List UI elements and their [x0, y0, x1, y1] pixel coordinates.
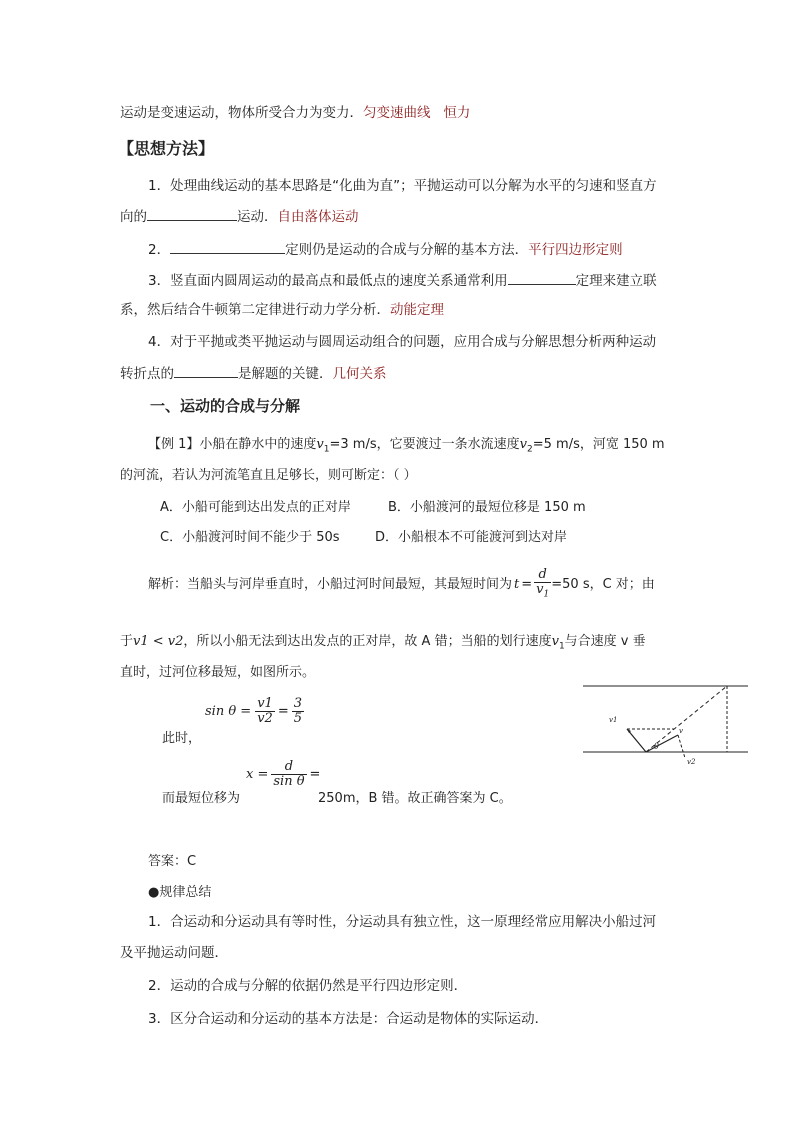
analysis-line-1 [148, 567, 655, 603]
method-answer: 自由落体运动 [277, 209, 359, 225]
answer-uniform-curve: 匀变速曲线 [363, 105, 431, 121]
fill-blank [174, 364, 238, 378]
summary-3-line: 3．区分合运动和分运动的基本方法是：合运动是物体的实际运动． [148, 1011, 549, 1027]
example-tag: 【例 1】 [148, 437, 200, 452]
v1-subscript: 1 [558, 641, 565, 652]
method-4-line-a [148, 333, 656, 351]
example-text: =3 m/s，它要渡过一条水流速度 [329, 437, 520, 452]
sin-fraction [255, 697, 275, 726]
method-text: 定则仍是运动的合成与分解的基本方法． [285, 242, 529, 258]
displacement-fraction [271, 760, 306, 789]
x-lhs: x = [246, 766, 269, 782]
v-symbol: v [536, 582, 544, 598]
fraction-denominator [534, 583, 551, 602]
equals-sign: = [309, 766, 321, 782]
analysis-text: 与合速度 v 垂 [564, 634, 646, 649]
fraction-numerator: d [534, 568, 551, 583]
intro-line [120, 104, 470, 122]
answer-constant-force: 恒力 [443, 105, 471, 121]
analysis-line-2 [120, 633, 646, 656]
fill-blank [147, 207, 237, 221]
method-text: 系，然后结合牛顿第二定律进行动力学分析． [120, 302, 390, 318]
option-c: C．小船渡河时间不能少于 50s [160, 530, 340, 545]
v1-vector [627, 729, 646, 752]
v2-subscript: 2 [527, 444, 533, 455]
v1-subscript: 1 [323, 444, 330, 455]
summary-1-line-a: 1．合运动和分运动具有等时性，分运动具有独立性，这一原理经常应用解决小船过河 [148, 914, 657, 930]
example-text: =5 m/s，河宽 150 m [532, 437, 665, 452]
analysis-text: 解析：当船头与河岸垂直时，小船过河时间最短，其最短时间为 [148, 577, 513, 592]
method-3-line-a [148, 271, 657, 290]
method-answer: 平行四边形定则 [528, 242, 623, 258]
method-num: 3． [148, 273, 171, 289]
option-a: A．小船可能到达出发点的正对岸 [160, 500, 351, 515]
displacement-label: 而最短位移为 [162, 791, 241, 806]
fraction-numerator: v1 [257, 696, 273, 711]
intro-text: 运动是变速运动，物体所受合力为变力． [120, 105, 363, 121]
v1-symbol: v [551, 634, 559, 649]
method-text: 向的 [120, 209, 147, 225]
v2-vector [678, 735, 685, 758]
summary-heading: ●规律总结 [148, 885, 212, 900]
analysis-text: ，所以小船无法到达出发点的正对岸，故 A 错；当船的划行速度 [183, 634, 552, 649]
analysis-text: =50 s，C 对；由 [551, 577, 655, 592]
fraction-numerator: 3 [293, 696, 302, 711]
method-num: 2． [148, 242, 171, 258]
analysis-text: 于 [120, 634, 134, 649]
method-answer: 几何关系 [332, 366, 387, 382]
equals-sign: = [277, 703, 289, 719]
ratio-fraction [292, 697, 304, 726]
theta-label: θ [654, 742, 659, 751]
example-line-1 [148, 436, 665, 459]
answer-line: 答案：C [148, 854, 197, 869]
section-heading: 【思想方法】 [118, 139, 215, 158]
fraction-denominator: v2 [257, 711, 273, 726]
v1-label: v1 [609, 716, 618, 724]
v1-symbol: v [316, 437, 324, 452]
method-1-line-a [148, 177, 657, 195]
example-line-2: 的河流，若认为河流笔直且足够长，则可断定：（ ） [120, 468, 417, 483]
option-d: D．小船根本不可能渡河到达对岸 [375, 530, 568, 545]
displacement-result: 250m，B 错。故正确答案为 C。 [318, 791, 512, 806]
fraction-denominator: sin θ [273, 774, 305, 789]
v2-label: v2 [687, 758, 696, 766]
analysis-line-3: 直时，过河位移最短，如图所示。 [120, 665, 316, 680]
method-answer: 动能定理 [390, 302, 444, 318]
sin-lhs: sin θ = [205, 703, 252, 719]
v-label: v [679, 727, 683, 735]
sin-formula [205, 697, 304, 726]
t-symbol: t [514, 577, 520, 592]
method-text: 是解题的关键． [238, 366, 333, 382]
v-subscript: 1 [543, 589, 550, 600]
displacement-formula [246, 760, 320, 789]
velocity-comparison: v1 < v2 [133, 634, 184, 649]
method-text: 竖直面内圆周运动的最高点和最低点的速度关系通常利用 [170, 273, 508, 289]
method-num: 4． [148, 334, 171, 350]
method-text: 运动． [237, 209, 278, 225]
subheading: 一、运动的合成与分解 [150, 397, 301, 415]
method-text: 转折点的 [120, 366, 174, 382]
method-text: 对于平抛或类平抛运动与圆周运动组合的问题，应用合成与分解思想分析两种运动 [170, 334, 657, 350]
summary-2-line: 2．运动的合成与分解的依据仍然是平行四边形定则． [148, 978, 468, 994]
time-fraction [534, 568, 551, 602]
sin-label: 此时， [162, 731, 202, 746]
v2-symbol: v [519, 437, 527, 452]
fill-blank [508, 271, 576, 285]
method-4-line-b [120, 364, 387, 383]
method-text: 定理来建立联 [575, 273, 657, 289]
example-text: 小船在静水中的速度 [199, 437, 317, 452]
fraction-numerator: d [271, 760, 306, 775]
fill-blank [170, 240, 285, 254]
river-crossing-diagram [582, 682, 752, 768]
resultant-vector [646, 735, 678, 752]
method-3-line-b [120, 301, 444, 319]
method-num: 1． [148, 178, 171, 194]
option-b: B．小船渡河的最短位移是 150 m [388, 500, 586, 515]
method-1-line-b [120, 207, 359, 226]
method-2-line [148, 240, 623, 259]
fraction-denominator: 5 [293, 711, 302, 726]
method-text: 处理曲线运动的基本思路是“化曲为直”；平抛运动可以分解为水平的匀速和竖直方 [170, 178, 657, 194]
equals-sign: = [521, 577, 533, 592]
summary-1-line-b: 及平抛运动问题． [120, 945, 228, 961]
